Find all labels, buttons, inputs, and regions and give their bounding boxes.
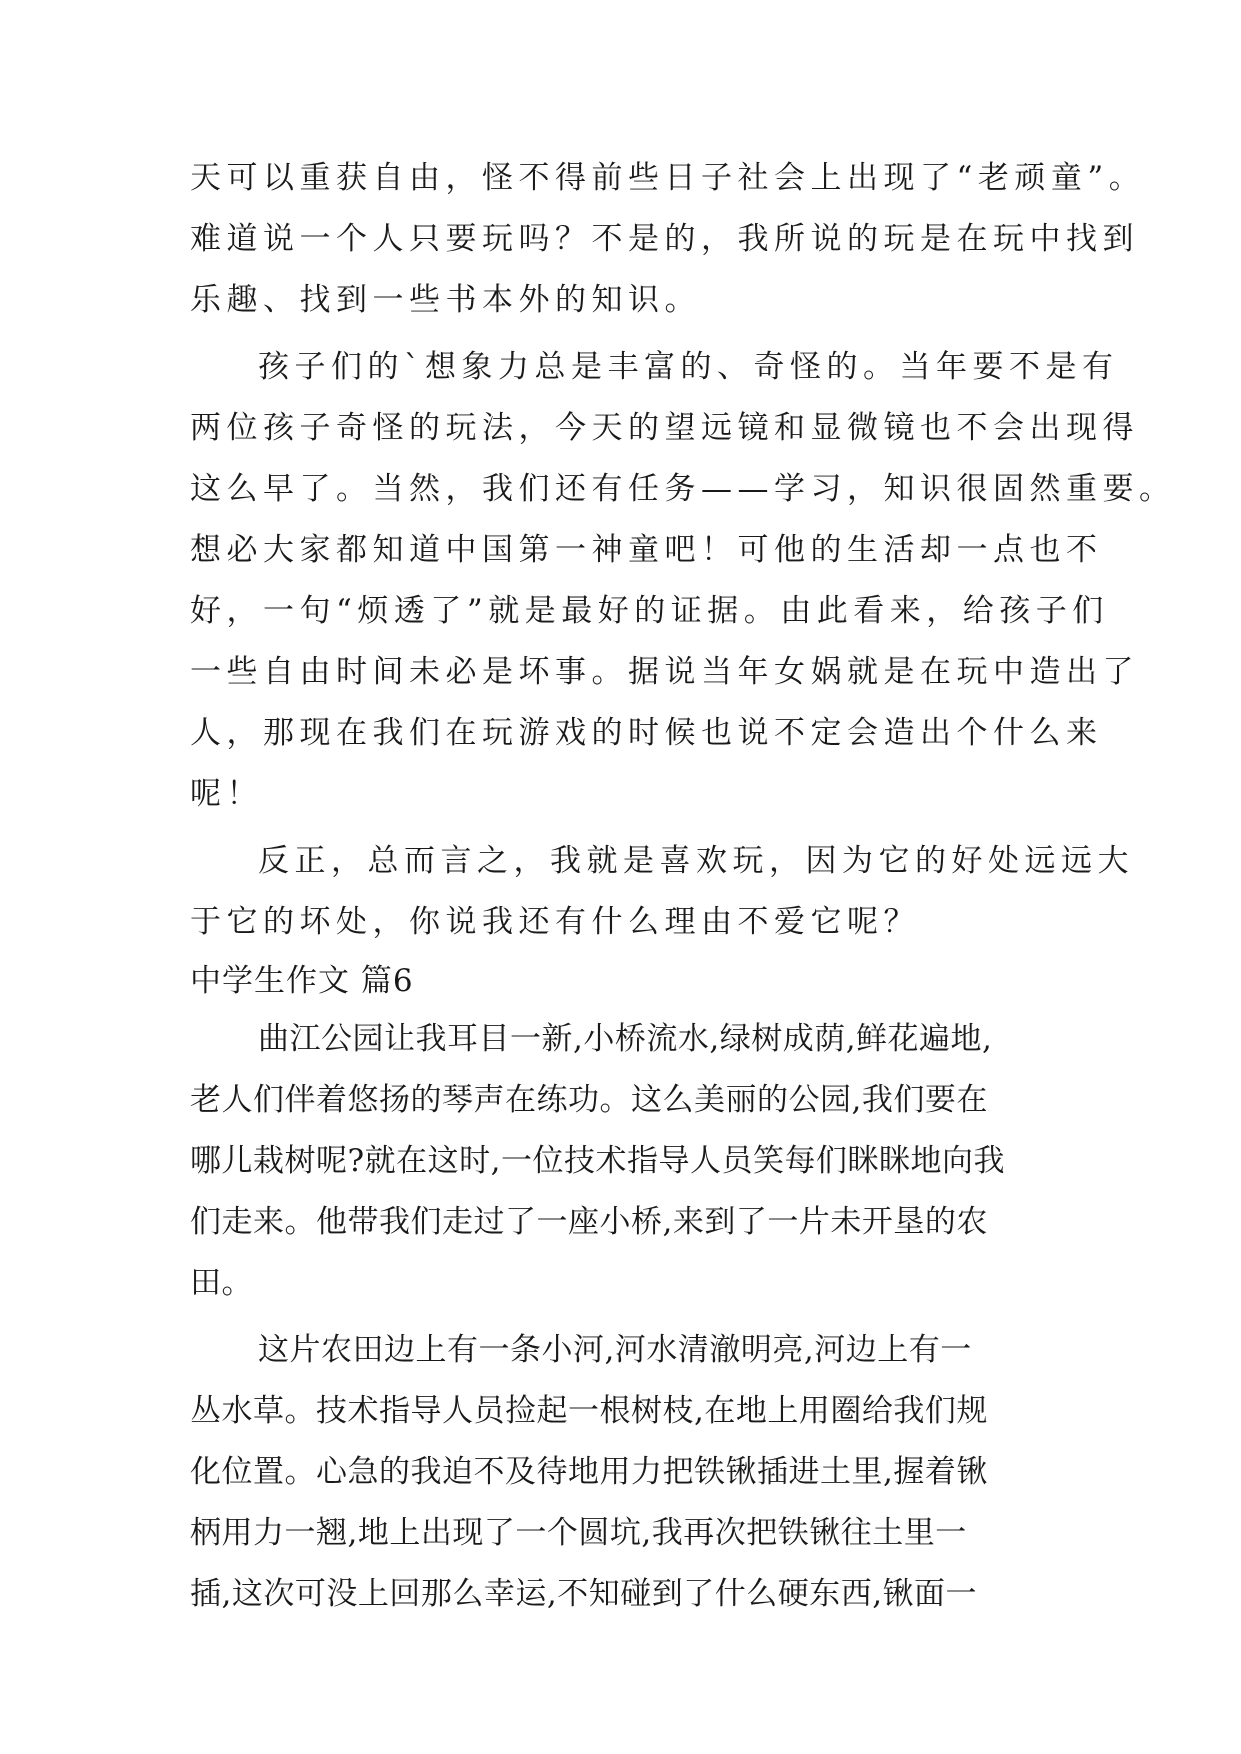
essay-text bbox=[190, 148, 1176, 1625]
text-line: 人，那现在我们在玩游戏的时候也说不定会造出个什么来 bbox=[190, 715, 1103, 751]
paragraph-start: 这片农田边上有一条小河,河水清澈明亮,河边上有一 bbox=[258, 1332, 972, 1368]
text-line: 两位孩子奇怪的玩法，今天的望远镜和显微镜也不会出现得 bbox=[190, 410, 1139, 446]
section-heading: 中学生作文 篇6 bbox=[190, 963, 414, 999]
text-line: 丛水草。技术指导人员捡起一根树枝,在地上用圈给我们规 bbox=[190, 1393, 988, 1429]
text-line: 乐趣、找到一些书本外的知识。 bbox=[190, 282, 701, 318]
text-line: 想必大家都知道中国第一神童吧！可他的生活却一点也不 bbox=[190, 532, 1103, 568]
text-line: 这么早了。当然，我们还有任务——学习，知识很固然重要。 bbox=[190, 471, 1176, 507]
text-line: 于它的坏处，你说我还有什么理由不爱它呢？ bbox=[190, 904, 920, 940]
text-line: 柄用力一翘,地上出现了一个圆坑,我再次把铁锹往土里一 bbox=[190, 1515, 967, 1551]
paragraph-start: 曲江公园让我耳目一新,小桥流水,绿树成荫,鲜花遍地, bbox=[258, 1021, 993, 1057]
text-line: 哪儿栽树呢?就在这时,一位技术指导人员笑每们眯眯地向我 bbox=[190, 1143, 1005, 1179]
text-line: 们走来。他带我们走过了一座小桥,来到了一片未开垦的农 bbox=[190, 1204, 988, 1240]
text-line: 田。 bbox=[190, 1265, 253, 1301]
text-line: 一些自由时间未必是坏事。据说当年女娲就是在玩中造出了 bbox=[190, 654, 1139, 690]
text-line: 好，一句“烦透了”就是最好的证据。由此看来，给孩子们 bbox=[190, 593, 1109, 629]
paragraph-start: 孩子们的`想象力总是丰富的、奇怪的。当年要不是有 bbox=[258, 349, 1119, 385]
text-line: 难道说一个人只要玩吗？不是的，我所说的玩是在玩中找到 bbox=[190, 221, 1139, 257]
text-line: 插,这次可没上回那么幸运,不知碰到了什么硬东西,锹面一 bbox=[190, 1576, 978, 1612]
text-line: 化位置。心急的我迫不及待地用力把铁锹插进土里,握着锹 bbox=[190, 1454, 988, 1490]
paragraph-start: 反正，总而言之，我就是喜欢玩，因为它的好处远远大 bbox=[258, 843, 1134, 879]
text-line: 呢！ bbox=[190, 776, 263, 812]
text-line: 老人们伴着悠扬的琴声在练功。这么美丽的公园,我们要在 bbox=[190, 1082, 988, 1118]
text-line: 天可以重获自由，怪不得前些日子社会上出现了“老顽童”。 bbox=[190, 160, 1146, 196]
